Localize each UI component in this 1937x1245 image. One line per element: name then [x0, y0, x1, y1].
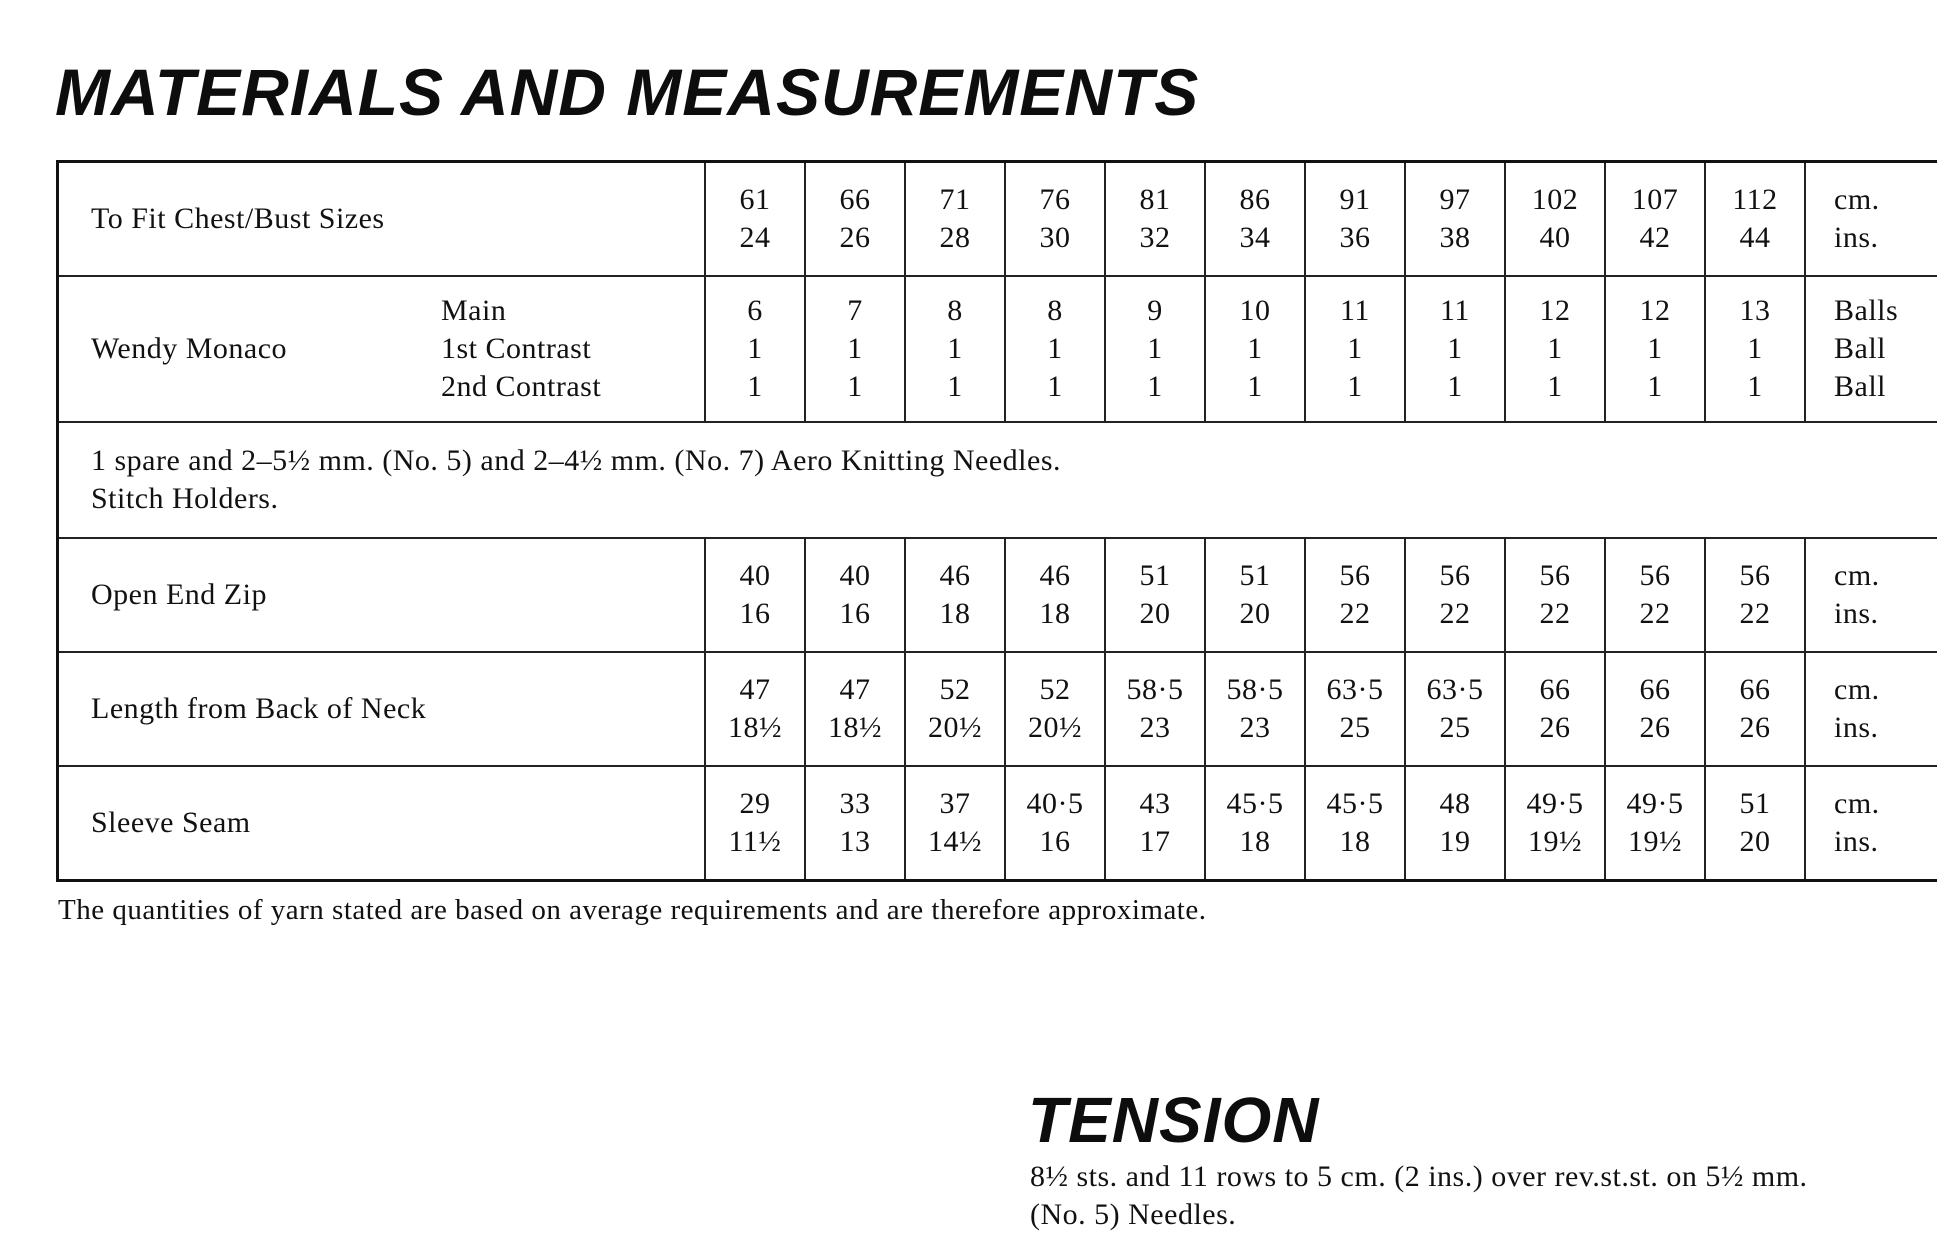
- size-value-second: 1: [1747, 370, 1763, 403]
- size-value-cm: 56: [1539, 559, 1571, 592]
- tension-line-1: 8½ sts. and 11 rows to 5 cm. (2 ins.) over rev.st.st. on 5½ mm.: [1030, 1160, 1808, 1193]
- needles-cell: [58, 422, 1937, 538]
- size-value-first: 1: [747, 332, 763, 365]
- row-label-length: Length from Back of Neck: [58, 652, 706, 766]
- size-cell: [1405, 162, 1505, 277]
- size-value-ins: 34: [1239, 221, 1271, 254]
- size-value-cm: 40·5: [1026, 787, 1084, 820]
- table-row-sleeve: [58, 766, 1937, 881]
- size-cell: [805, 652, 905, 766]
- size-cell: [1505, 276, 1605, 422]
- size-cell: [1205, 766, 1305, 881]
- size-cell: [1605, 276, 1705, 422]
- size-cell: [1305, 538, 1405, 652]
- size-value-ins: 22: [1439, 597, 1471, 630]
- size-value-ins: 36: [1339, 221, 1371, 254]
- size-value-first: 1: [1147, 332, 1163, 365]
- size-value-cm: 76: [1039, 183, 1071, 216]
- size-value-cm: 86: [1239, 183, 1271, 216]
- size-cell: [1405, 276, 1505, 422]
- size-value-second: 1: [1547, 370, 1563, 403]
- size-value-ins: 22: [1339, 597, 1371, 630]
- size-cell: [1005, 652, 1105, 766]
- size-value-main: 12: [1639, 294, 1671, 327]
- size-value-cm: 66: [1739, 673, 1771, 706]
- size-value-ins: 16: [739, 597, 771, 630]
- size-cell: [1505, 652, 1605, 766]
- size-cell: [1205, 652, 1305, 766]
- size-value-cm: 40: [839, 559, 871, 592]
- size-value-cm: 47: [739, 673, 771, 706]
- size-value-second: 1: [947, 370, 963, 403]
- unit-cell: [1805, 276, 1937, 422]
- size-cell: [1505, 766, 1605, 881]
- size-value-first: 1: [1447, 332, 1463, 365]
- row-label-sleeve: Sleeve Seam: [58, 766, 706, 881]
- size-value-cm: 58·5: [1226, 673, 1284, 706]
- size-cell: [1005, 538, 1105, 652]
- size-value-cm: 52: [1039, 673, 1071, 706]
- size-value-first: 1: [1347, 332, 1363, 365]
- size-cell: [705, 652, 805, 766]
- size-value-second: 1: [1447, 370, 1463, 403]
- size-value-ins: 23: [1239, 711, 1271, 744]
- size-value-second: 1: [1147, 370, 1163, 403]
- unit-cell: [1805, 766, 1937, 881]
- unit-label: Ball: [1834, 370, 1886, 403]
- size-value-ins: 22: [1739, 597, 1771, 630]
- size-value-first: 1: [947, 332, 963, 365]
- row-label-yarn: [58, 276, 706, 422]
- size-value-ins: 18: [939, 597, 971, 630]
- unit-label: cm.: [1834, 183, 1880, 216]
- size-value-cm: 63·5: [1326, 673, 1384, 706]
- size-cell: [1005, 162, 1105, 277]
- size-cell: [1005, 276, 1105, 422]
- table-row-chest-sizes: [58, 162, 1937, 277]
- unit-label: Balls: [1834, 294, 1899, 327]
- size-value-cm: 48: [1439, 787, 1471, 820]
- table-row-zip: [58, 538, 1937, 652]
- size-cell: [1305, 276, 1405, 422]
- size-value-main: 8: [1047, 294, 1063, 327]
- size-value-main: 8: [947, 294, 963, 327]
- unit-cell: [1805, 538, 1937, 652]
- size-value-cm: 56: [1439, 559, 1471, 592]
- size-value-main: 11: [1340, 294, 1370, 327]
- size-cell: [1505, 162, 1605, 277]
- size-value-ins: 32: [1139, 221, 1171, 254]
- size-cell: [805, 162, 905, 277]
- size-value-ins: 20½: [1028, 711, 1082, 744]
- yarn-sub-main: Main: [441, 294, 507, 327]
- unit-label: ins.: [1834, 825, 1879, 858]
- size-cell: [905, 276, 1005, 422]
- size-value-main: 6: [747, 294, 763, 327]
- size-value-cm: 66: [1639, 673, 1671, 706]
- size-value-second: 1: [747, 370, 763, 403]
- needles-line-1: 1 spare and 2–5½ mm. (No. 5) and 2–4½ mm. (No. 7) Aero Knitting Needles.: [91, 444, 1061, 477]
- size-value-cm: 40: [739, 559, 771, 592]
- size-value-ins: 23: [1139, 711, 1171, 744]
- size-value-second: 1: [1247, 370, 1263, 403]
- size-cell: [1705, 538, 1805, 652]
- size-cell: [1605, 766, 1705, 881]
- table-row-yarn: [58, 276, 1937, 422]
- size-value-cm: 33: [839, 787, 871, 820]
- size-value-ins: 19½: [1628, 825, 1682, 858]
- size-value-cm: 46: [1039, 559, 1071, 592]
- size-value-main: 12: [1539, 294, 1571, 327]
- size-cell: [1405, 538, 1505, 652]
- size-cell: [1605, 162, 1705, 277]
- size-cell: [1305, 162, 1405, 277]
- size-cell: [1505, 538, 1605, 652]
- size-cell: [705, 538, 805, 652]
- size-value-ins: 17: [1139, 825, 1171, 858]
- size-cell: [1105, 276, 1205, 422]
- row-label-chest: To Fit Chest/Bust Sizes: [58, 162, 706, 277]
- size-cell: [1705, 162, 1805, 277]
- size-cell: [1105, 538, 1205, 652]
- size-value-ins: 20½: [928, 711, 982, 744]
- size-value-main: 10: [1239, 294, 1271, 327]
- size-value-cm: 107: [1631, 183, 1679, 216]
- size-cell: [1405, 766, 1505, 881]
- needles-line-2: Stitch Holders.: [91, 482, 279, 515]
- size-value-cm: 47: [839, 673, 871, 706]
- size-value-first: 1: [1747, 332, 1763, 365]
- size-value-cm: 56: [1639, 559, 1671, 592]
- size-value-first: 1: [1547, 332, 1563, 365]
- size-value-second: 1: [1347, 370, 1363, 403]
- unit-label: cm.: [1834, 673, 1880, 706]
- size-value-first: 1: [1247, 332, 1263, 365]
- size-value-cm: 63·5: [1426, 673, 1484, 706]
- size-value-cm: 56: [1739, 559, 1771, 592]
- size-value-main: 13: [1739, 294, 1771, 327]
- size-value-cm: 102: [1531, 183, 1579, 216]
- size-cell: [1405, 652, 1505, 766]
- yarn-quantity-note: The quantities of yarn stated are based on average requirements and are therefore approximate.: [58, 894, 1207, 926]
- size-value-ins: 26: [839, 221, 871, 254]
- size-cell: [1205, 162, 1305, 277]
- size-value-first: 1: [847, 332, 863, 365]
- page-title: MATERIALS AND MEASUREMENTS: [55, 55, 1200, 129]
- size-value-cm: 66: [839, 183, 871, 216]
- size-value-cm: 51: [1239, 559, 1271, 592]
- size-value-cm: 51: [1739, 787, 1771, 820]
- size-value-ins: 26: [1539, 711, 1571, 744]
- size-value-ins: 14½: [928, 825, 982, 858]
- unit-cell: [1805, 162, 1937, 277]
- size-cell: [1705, 652, 1805, 766]
- size-cell: [805, 538, 905, 652]
- size-value-cm: 56: [1339, 559, 1371, 592]
- size-cell: [1205, 538, 1305, 652]
- size-value-ins: 20: [1239, 597, 1271, 630]
- size-value-ins: 24: [739, 221, 771, 254]
- size-value-ins: 30: [1039, 221, 1071, 254]
- size-value-ins: 22: [1539, 597, 1571, 630]
- size-value-ins: 42: [1639, 221, 1671, 254]
- size-value-ins: 20: [1739, 825, 1771, 858]
- size-value-ins: 44: [1739, 221, 1771, 254]
- size-value-ins: 25: [1439, 711, 1471, 744]
- size-value-cm: 49·5: [1526, 787, 1584, 820]
- size-value-first: 1: [1047, 332, 1063, 365]
- size-value-cm: 61: [739, 183, 771, 216]
- tension-heading: TENSION: [1028, 1084, 1320, 1156]
- size-value-cm: 43: [1139, 787, 1171, 820]
- size-value-cm: 97: [1439, 183, 1471, 216]
- size-cell: [1105, 652, 1205, 766]
- size-cell: [705, 162, 805, 277]
- size-value-ins: 38: [1439, 221, 1471, 254]
- size-value-ins: 11½: [728, 825, 782, 858]
- size-cell: [1705, 276, 1805, 422]
- yarn-name: Wendy Monaco: [91, 332, 288, 365]
- size-value-cm: 66: [1539, 673, 1571, 706]
- size-value-cm: 49·5: [1626, 787, 1684, 820]
- size-value-ins: 20: [1139, 597, 1171, 630]
- size-value-cm: 29: [739, 787, 771, 820]
- size-value-cm: 112: [1732, 183, 1778, 216]
- size-value-second: 1: [847, 370, 863, 403]
- size-value-cm: 45·5: [1326, 787, 1384, 820]
- unit-cell: [1805, 652, 1937, 766]
- size-value-main: 11: [1440, 294, 1470, 327]
- yarn-sub-first-contrast: 1st Contrast: [441, 332, 592, 365]
- size-value-main: 9: [1147, 294, 1163, 327]
- size-value-ins: 18: [1339, 825, 1371, 858]
- size-cell: [1305, 766, 1405, 881]
- size-cell: [805, 766, 905, 881]
- size-value-ins: 26: [1739, 711, 1771, 744]
- size-value-ins: 19½: [1528, 825, 1582, 858]
- size-value-ins: 22: [1639, 597, 1671, 630]
- size-value-ins: 26: [1639, 711, 1671, 744]
- size-value-ins: 16: [839, 597, 871, 630]
- unit-label: ins.: [1834, 221, 1879, 254]
- size-cell: [905, 766, 1005, 881]
- size-cell: [1705, 766, 1805, 881]
- size-value-cm: 58·5: [1126, 673, 1184, 706]
- size-value-ins: 18½: [828, 711, 882, 744]
- size-value-first: 1: [1647, 332, 1663, 365]
- size-cell: [1005, 766, 1105, 881]
- size-value-cm: 52: [939, 673, 971, 706]
- size-value-ins: 16: [1039, 825, 1071, 858]
- size-value-ins: 18: [1239, 825, 1271, 858]
- size-cell: [905, 538, 1005, 652]
- unit-label: ins.: [1834, 597, 1879, 630]
- table-row-needles: [58, 422, 1937, 538]
- size-value-cm: 81: [1139, 183, 1171, 216]
- size-value-cm: 46: [939, 559, 971, 592]
- size-value-ins: 19: [1439, 825, 1471, 858]
- tension-line-2: (No. 5) Needles.: [1030, 1198, 1237, 1231]
- materials-table: [56, 160, 1937, 882]
- tension-text: [1030, 1158, 1808, 1234]
- table-row-length: [58, 652, 1937, 766]
- size-cell: [705, 766, 805, 881]
- size-cell: [805, 276, 905, 422]
- size-value-ins: 25: [1339, 711, 1371, 744]
- size-cell: [905, 652, 1005, 766]
- size-value-ins: 40: [1539, 221, 1571, 254]
- size-value-cm: 51: [1139, 559, 1171, 592]
- yarn-sub-second-contrast: 2nd Contrast: [441, 370, 602, 403]
- size-value-second: 1: [1047, 370, 1063, 403]
- size-value-ins: 28: [939, 221, 971, 254]
- size-value-ins: 18½: [728, 711, 782, 744]
- size-cell: [1605, 652, 1705, 766]
- size-cell: [1305, 652, 1405, 766]
- size-cell: [1105, 766, 1205, 881]
- size-cell: [1205, 276, 1305, 422]
- unit-label: Ball: [1834, 332, 1886, 365]
- size-value-cm: 71: [939, 183, 971, 216]
- unit-label: cm.: [1834, 787, 1880, 820]
- size-cell: [1605, 538, 1705, 652]
- size-value-cm: 37: [939, 787, 971, 820]
- size-cell: [1105, 162, 1205, 277]
- size-value-ins: 13: [839, 825, 871, 858]
- size-cell: [905, 162, 1005, 277]
- size-value-cm: 45·5: [1226, 787, 1284, 820]
- size-value-ins: 18: [1039, 597, 1071, 630]
- unit-label: ins.: [1834, 711, 1879, 744]
- size-cell: [705, 276, 805, 422]
- size-value-second: 1: [1647, 370, 1663, 403]
- row-label-zip: Open End Zip: [58, 538, 706, 652]
- size-value-cm: 91: [1339, 183, 1371, 216]
- size-value-main: 7: [847, 294, 863, 327]
- unit-label: cm.: [1834, 559, 1880, 592]
